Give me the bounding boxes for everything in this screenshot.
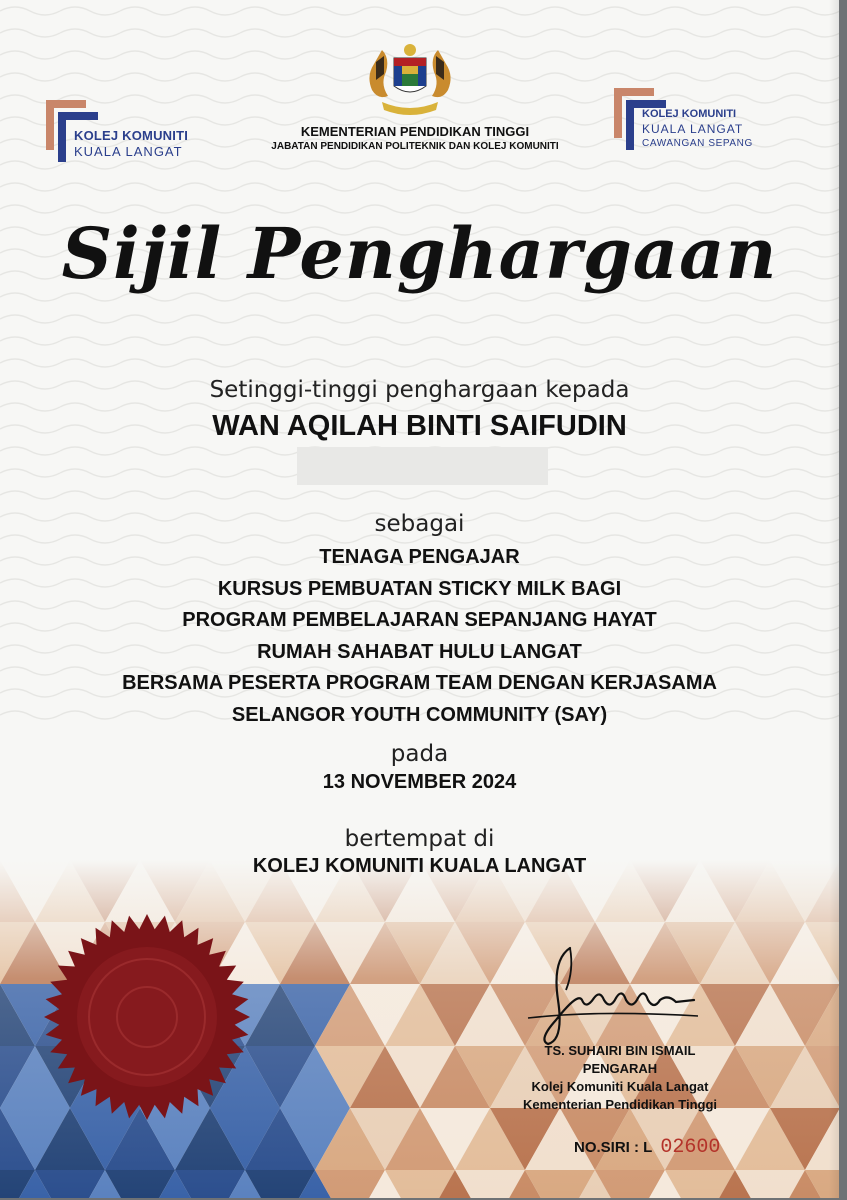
signatory-block [470, 1042, 770, 1114]
logo-left-line1: KOLEJ KOMUNITI [74, 128, 189, 143]
certificate-title: Sijil Penghargaan [61, 212, 778, 295]
recipient-name: WAN AQILAH BINTI SAIFUDIN [212, 410, 627, 442]
role-line: RUMAH SAHABAT HULU LANGAT [257, 640, 582, 663]
role-line: BERSAMA PESERTA PROGRAM TEAM DENGAN KERJASAMA [122, 672, 717, 694]
venue-name: KOLEJ KOMUNITI KUALA LANGAT [252, 855, 587, 877]
logo-left-line2: KUALA LANGAT [74, 144, 183, 159]
ministry-header [230, 124, 600, 152]
kolej-komuniti-logo-right [614, 88, 784, 160]
signatory-ministry: Kementerian Pendidikan Tinggi [522, 1097, 718, 1112]
coat-of-arms-icon [360, 42, 460, 120]
signature-mark [508, 940, 708, 1050]
signatory-name: TS. SUHAIRI BIN ISMAIL [544, 1043, 696, 1058]
logo-right-line2: KUALA LANGAT [642, 122, 744, 136]
venue-label: bertempat di [344, 826, 495, 852]
role-line: PROGRAM PEMBELAJARAN SEPANJANG HAYAT [182, 609, 657, 631]
role-line: SELANGOR YOUTH COMMUNITY (SAY) [231, 703, 608, 726]
role-line: TENAGA PENGAJAR [319, 546, 520, 568]
kolej-komuniti-logo-left [46, 100, 216, 170]
department-name: JABATAN PENDIDIKAN POLITEKNIK DAN KOLEJ KOMUNITI [271, 141, 559, 152]
logo-right-line1: KOLEJ KOMUNITI [642, 108, 737, 120]
signatory-org: Kolej Komuniti Kuala Langat [531, 1079, 709, 1094]
as-label: sebagai [374, 511, 465, 537]
role-line: KURSUS PEMBUATAN STICKY MILK BAGI [217, 577, 622, 600]
serial-number [574, 1136, 720, 1159]
redacted-field [297, 447, 548, 485]
ministry-name: KEMENTERIAN PENDIDIKAN TINGGI [300, 124, 530, 139]
serial-value: 02600 [660, 1136, 721, 1159]
on-label: pada [390, 741, 449, 767]
event-date: 13 NOVEMBER 2024 [322, 771, 517, 793]
signatory-position: PENGARAH [582, 1061, 658, 1076]
logo-right-line3: CAWANGAN SEPANG [642, 138, 753, 149]
intro-text: Setinggi-tinggi penghargaan kepada [209, 377, 630, 403]
red-seal-icon [42, 912, 252, 1122]
role-description [0, 542, 839, 731]
serial-label: NO.SIRI : L [574, 1139, 653, 1156]
